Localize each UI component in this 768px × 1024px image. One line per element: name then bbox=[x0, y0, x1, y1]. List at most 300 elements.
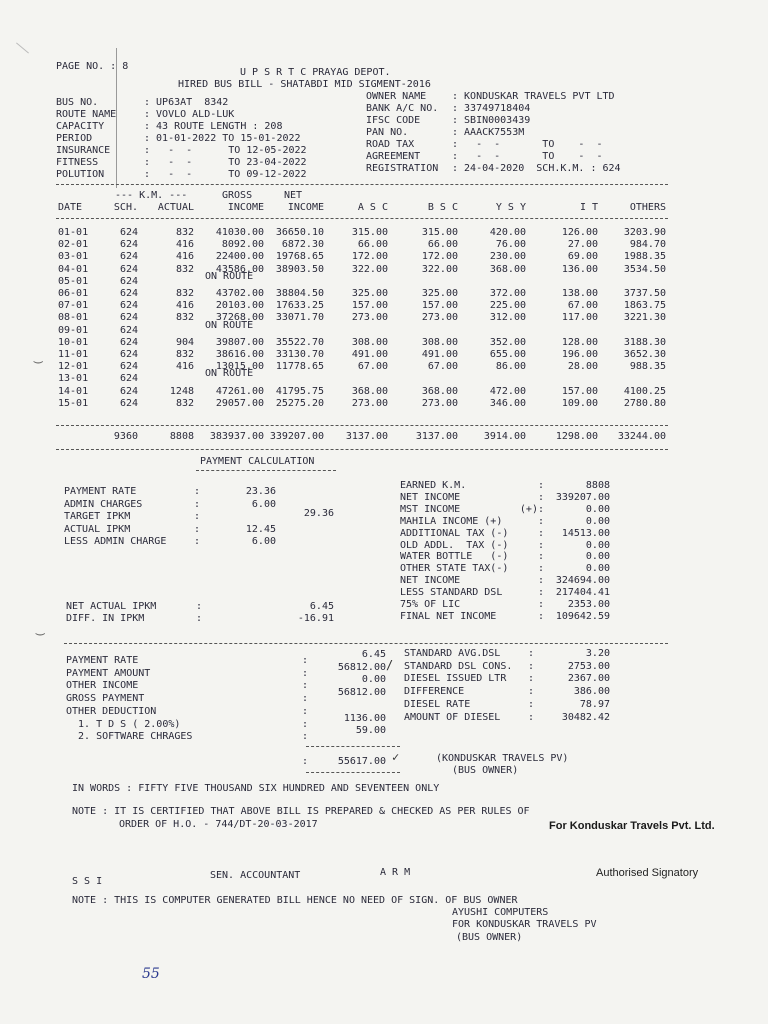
row-actual: 832 bbox=[175, 312, 194, 324]
divider bbox=[56, 425, 668, 426]
row-it: 138.00 bbox=[561, 288, 598, 299]
payment-value: 6.45 bbox=[361, 649, 386, 660]
owner-info-label: IFSC CODE bbox=[366, 115, 421, 126]
row-asc: 273.00 bbox=[351, 397, 388, 409]
bus-info-label: FITNESS bbox=[56, 157, 99, 168]
margin-tick: ‿ bbox=[36, 620, 45, 636]
row-net: 36650.10 bbox=[275, 227, 324, 238]
row-sch: 624 bbox=[119, 385, 138, 397]
column-header: A S C bbox=[357, 202, 388, 213]
sum-line bbox=[306, 772, 400, 773]
diesel-value: 3.20 bbox=[585, 648, 610, 659]
net-ipkm-label: DIFF. IN IPKM bbox=[66, 613, 145, 624]
row-gross: 37268.00 bbox=[215, 312, 264, 324]
row-ysy: 352.00 bbox=[489, 336, 526, 348]
owner-info-value: : 33749718404 bbox=[452, 103, 531, 114]
diesel-colon: : bbox=[528, 673, 535, 685]
bus-info-value: : - - TO 12-05-2022 bbox=[144, 145, 307, 156]
diesel-colon: : bbox=[528, 711, 535, 723]
title-underline bbox=[196, 470, 336, 471]
page-number: PAGE NO. : 8 bbox=[56, 61, 129, 72]
row-asc: 66.00 bbox=[357, 239, 388, 251]
row-date: 12-01 bbox=[58, 361, 89, 373]
row-net: 33071.70 bbox=[275, 312, 324, 324]
earned-label: NET INCOME bbox=[400, 575, 461, 587]
row-date: 14-01 bbox=[58, 385, 89, 397]
company-stamp: For Konduskar Travels Pvt. Ltd. bbox=[549, 820, 715, 832]
row-others: 988.35 bbox=[629, 361, 666, 373]
earned-label: MAHILA INCOME (+) bbox=[400, 515, 503, 527]
km-header: --- K.M. --- bbox=[115, 190, 188, 201]
row-actual: 832 bbox=[175, 288, 194, 299]
earned-value: 8808 bbox=[585, 480, 610, 491]
row-bsc: 322.00 bbox=[421, 263, 458, 275]
tick-mark: / bbox=[386, 658, 394, 672]
earned-sign: : bbox=[537, 539, 544, 551]
row-gross: 43702.00 bbox=[215, 288, 264, 299]
rate-label: PAYMENT RATE bbox=[64, 486, 137, 497]
earned-label: OLD ADDL. TAX (-) bbox=[400, 539, 509, 551]
row-others: 3737.50 bbox=[623, 288, 666, 299]
row-note: ON ROUTE bbox=[205, 319, 254, 331]
owner-info-label: AGREEMENT bbox=[366, 151, 421, 162]
diesel-label: DIESEL ISSUED LTR bbox=[404, 673, 507, 685]
net-ipkm-colon: : bbox=[196, 601, 203, 612]
bus-info-label: CAPACITY bbox=[56, 121, 105, 132]
column-header: B S C bbox=[427, 202, 458, 213]
payment-calc-title: PAYMENT CALCULATION bbox=[200, 456, 315, 467]
row-actual: 832 bbox=[175, 349, 194, 360]
row-others: 4100.25 bbox=[623, 385, 666, 397]
row-gross: 38616.00 bbox=[215, 349, 264, 360]
rate-value: 6.00 bbox=[251, 536, 276, 547]
total-bsc: 3137.00 bbox=[415, 431, 458, 442]
earned-value: 2353.00 bbox=[567, 599, 610, 610]
divider bbox=[56, 184, 668, 185]
row-date: 02-01 bbox=[58, 239, 89, 251]
payment-label: OTHER DEDUCTION bbox=[66, 705, 157, 717]
row-asc: 325.00 bbox=[351, 288, 388, 299]
row-actual: 832 bbox=[175, 397, 194, 409]
diesel-label: STANDARD DSL CONS. bbox=[404, 660, 513, 672]
earned-label: 75% OF LIC bbox=[400, 599, 461, 610]
column-header: INCOME bbox=[287, 202, 324, 213]
row-asc: 315.00 bbox=[351, 227, 388, 238]
column-header: I T bbox=[579, 202, 598, 213]
column-header: OTHERS bbox=[629, 202, 666, 213]
owner-info-label: PAN NO. bbox=[366, 127, 409, 138]
payment-label: OTHER INCOME bbox=[66, 680, 139, 692]
earned-sign: (+): bbox=[519, 503, 544, 515]
row-others: 3534.50 bbox=[623, 263, 666, 275]
payment-label: PAYMENT AMOUNT bbox=[66, 667, 151, 679]
row-bsc: 315.00 bbox=[421, 227, 458, 238]
sen-accountant-signatory: SEN. ACCOUNTANT bbox=[210, 870, 301, 881]
column-header: SCH. bbox=[113, 202, 138, 213]
row-actual: 416 bbox=[175, 239, 194, 251]
row-sch: 624 bbox=[119, 373, 138, 385]
divider bbox=[56, 218, 668, 219]
row-asc: 157.00 bbox=[351, 300, 388, 312]
rate-colon: : bbox=[194, 536, 201, 547]
row-others: 3188.30 bbox=[623, 336, 666, 348]
total-asc: 3137.00 bbox=[345, 431, 388, 442]
diesel-colon: : bbox=[528, 648, 535, 659]
row-ysy: 372.00 bbox=[489, 288, 526, 299]
earned-label: EARNED K.M. bbox=[400, 480, 467, 491]
row-note: ON ROUTE bbox=[205, 368, 254, 380]
row-date: 11-01 bbox=[58, 349, 89, 360]
sum-line bbox=[306, 746, 400, 747]
row-actual: 832 bbox=[175, 263, 194, 275]
row-actual: 416 bbox=[175, 251, 194, 263]
payment-label: PAYMENT RATE bbox=[66, 655, 139, 666]
total-gross: 383937.00 bbox=[209, 431, 264, 442]
row-sch: 624 bbox=[119, 251, 138, 263]
bus-info-value: : - - TO 23-04-2022 bbox=[144, 157, 307, 168]
diesel-colon: : bbox=[528, 686, 535, 698]
payment-value: 56812.00 bbox=[337, 661, 386, 673]
column-header: ACTUAL bbox=[157, 202, 194, 213]
row-asc: 172.00 bbox=[351, 251, 388, 263]
diesel-value: 2753.00 bbox=[567, 660, 610, 672]
column-header: Y S Y bbox=[495, 202, 526, 213]
row-note: ON ROUTE bbox=[205, 270, 254, 282]
row-bsc: 66.00 bbox=[427, 239, 458, 251]
row-ysy: 420.00 bbox=[489, 227, 526, 238]
row-sch: 624 bbox=[119, 288, 138, 299]
owner-info-value: : KONDUSKAR TRAVELS PVT LTD bbox=[452, 91, 615, 102]
diesel-label: DIFFERENCE bbox=[404, 686, 465, 698]
row-others: 984.70 bbox=[629, 239, 666, 251]
row-net: 38804.50 bbox=[275, 288, 324, 299]
diesel-colon: : bbox=[528, 660, 535, 672]
row-bsc: 172.00 bbox=[421, 251, 458, 263]
row-sch: 624 bbox=[119, 239, 138, 251]
row-it: 27.00 bbox=[567, 239, 598, 251]
row-bsc: 325.00 bbox=[421, 288, 458, 299]
row-others: 2780.80 bbox=[623, 397, 666, 409]
earned-label: MST INCOME bbox=[400, 503, 461, 515]
tick-mark: ✓ bbox=[392, 750, 400, 764]
certification-note: NOTE : IT IS CERTIFIED THAT ABOVE BILL IS PREPARED & CHECKED AS PER RULES OF bbox=[72, 806, 530, 817]
row-gross: 29057.00 bbox=[215, 397, 264, 409]
owner-info-label: ROAD TAX bbox=[366, 139, 415, 150]
payment-colon: : bbox=[302, 693, 309, 705]
owner-info-value: : - - TO - - bbox=[452, 151, 603, 162]
earned-sign: : bbox=[537, 515, 544, 527]
arm-signatory: A R M bbox=[380, 867, 411, 878]
row-date: 13-01 bbox=[58, 373, 89, 385]
row-bsc: 273.00 bbox=[421, 312, 458, 324]
row-asc: 368.00 bbox=[351, 385, 388, 397]
certification-note-order: ORDER OF H.O. - 744/DT-20-03-2017 bbox=[119, 819, 318, 830]
rate-colon: : bbox=[194, 523, 201, 535]
footer-line-1: AYUSHI COMPUTERS bbox=[452, 907, 549, 918]
row-gross: 39807.00 bbox=[215, 336, 264, 348]
row-others: 3221.30 bbox=[623, 312, 666, 324]
row-gross: 41030.00 bbox=[215, 227, 264, 238]
diesel-value: 2367.00 bbox=[567, 673, 610, 685]
payment-label: 1. T D S ( 2.00%) bbox=[66, 718, 181, 730]
total-sch: 9360 bbox=[113, 431, 138, 442]
total-others: 33244.00 bbox=[617, 431, 666, 442]
bus-owner-name: (KONDUSKAR TRAVELS PV) bbox=[436, 753, 569, 764]
row-net: 11778.65 bbox=[275, 361, 324, 373]
row-actual: 904 bbox=[175, 336, 194, 348]
owner-info-label: REGISTRATION bbox=[366, 163, 439, 174]
diesel-value: 386.00 bbox=[573, 686, 610, 698]
net-ipkm-value: 6.45 bbox=[309, 601, 334, 612]
bus-owner-label: (BUS OWNER) bbox=[452, 765, 519, 776]
row-date: 04-01 bbox=[58, 263, 89, 275]
row-gross: 13015.00 bbox=[215, 361, 264, 373]
column-header: DATE bbox=[58, 202, 83, 213]
row-gross: 8092.00 bbox=[221, 239, 264, 251]
row-ysy: 346.00 bbox=[489, 397, 526, 409]
pencil-stroke bbox=[16, 42, 29, 53]
row-net: 35522.70 bbox=[275, 336, 324, 348]
divider bbox=[56, 449, 668, 450]
earned-value: 324694.00 bbox=[555, 575, 610, 587]
bus-info-value: : 01-01-2022 TO 15-01-2022 bbox=[144, 133, 301, 144]
diesel-label: DIESEL RATE bbox=[404, 698, 471, 710]
bus-info-value: : 43 ROUTE LENGTH : 208 bbox=[144, 121, 283, 132]
payment-colon: : bbox=[302, 731, 309, 743]
row-asc: 308.00 bbox=[351, 336, 388, 348]
divider bbox=[64, 643, 668, 644]
net-payment-colon: : bbox=[302, 756, 309, 767]
diesel-value: 30482.42 bbox=[561, 711, 610, 723]
bill-title: HIRED BUS BILL - SHATABDI MID SIGMENT-2016 bbox=[178, 79, 431, 90]
row-it: 109.00 bbox=[561, 397, 598, 409]
earned-sign: : bbox=[537, 551, 544, 563]
row-bsc: 273.00 bbox=[421, 397, 458, 409]
payment-colon: : bbox=[302, 705, 309, 717]
net-ipkm-value: -16.91 bbox=[297, 613, 334, 624]
payment-value: 56812.00 bbox=[337, 687, 386, 699]
row-asc: 322.00 bbox=[351, 263, 388, 275]
earned-label: ADDITIONAL TAX (-) bbox=[400, 527, 509, 539]
diesel-value: 78.97 bbox=[579, 698, 610, 710]
row-bsc: 308.00 bbox=[421, 336, 458, 348]
earned-value: 0.00 bbox=[585, 551, 610, 563]
row-bsc: 67.00 bbox=[427, 361, 458, 373]
target-ipkm-value: 29.36 bbox=[303, 508, 334, 519]
row-net: 25275.20 bbox=[275, 397, 324, 409]
bus-info-label: BUS NO. bbox=[56, 97, 99, 108]
row-ysy: 312.00 bbox=[489, 312, 526, 324]
row-bsc: 157.00 bbox=[421, 300, 458, 312]
row-sch: 624 bbox=[119, 349, 138, 360]
row-sch: 624 bbox=[119, 324, 138, 336]
rate-value: 23.36 bbox=[245, 486, 276, 497]
row-date: 07-01 bbox=[58, 300, 89, 312]
net-ipkm-label: NET ACTUAL IPKM bbox=[66, 601, 157, 612]
earned-sign: : bbox=[537, 491, 544, 503]
earned-label: FINAL NET INCOME bbox=[400, 610, 497, 622]
computer-generated-note: NOTE : THIS IS COMPUTER GENERATED BILL HENCE NO NEED OF SIGN. OF BUS OWNER bbox=[72, 895, 518, 906]
diesel-label: STANDARD AVG.DSL bbox=[404, 648, 501, 659]
row-sch: 624 bbox=[119, 263, 138, 275]
earned-value: 339207.00 bbox=[555, 491, 610, 503]
row-date: 10-01 bbox=[58, 336, 89, 348]
rate-label: ADMIN CHARGES bbox=[64, 498, 143, 510]
row-others: 1988.35 bbox=[623, 251, 666, 263]
row-it: 126.00 bbox=[561, 227, 598, 238]
row-sch: 624 bbox=[119, 361, 138, 373]
earned-sign: : bbox=[537, 527, 544, 539]
payment-label: 2. SOFTWARE CHRAGES bbox=[66, 731, 193, 743]
bus-info-value: : UP63AT 8342 bbox=[144, 97, 229, 108]
row-net: 33130.70 bbox=[275, 349, 324, 360]
row-ysy: 86.00 bbox=[495, 361, 526, 373]
row-it: 128.00 bbox=[561, 336, 598, 348]
owner-info-value: : - - TO - - bbox=[452, 139, 603, 150]
bus-info-label: POLUTION bbox=[56, 169, 105, 180]
amount-in-words: IN WORDS : FIFTY FIVE THOUSAND SIX HUNDRED AND SEVENTEEN ONLY bbox=[72, 783, 440, 794]
column-header: INCOME bbox=[227, 202, 264, 213]
bus-info-label: ROUTE NAME bbox=[56, 109, 117, 120]
earned-sign: : bbox=[537, 575, 544, 587]
row-actual: 416 bbox=[175, 300, 194, 312]
earned-sign: : bbox=[537, 587, 544, 599]
row-gross: 43586.00 bbox=[215, 263, 264, 275]
row-it: 196.00 bbox=[561, 349, 598, 360]
row-it: 69.00 bbox=[567, 251, 598, 263]
bus-info-label: INSURANCE bbox=[56, 145, 111, 156]
earned-value: 217404.41 bbox=[555, 587, 610, 599]
owner-info-value: : AAACK7553M bbox=[452, 127, 525, 138]
row-it: 157.00 bbox=[561, 385, 598, 397]
row-it: 28.00 bbox=[567, 361, 598, 373]
row-it: 117.00 bbox=[561, 312, 598, 324]
row-ysy: 76.00 bbox=[495, 239, 526, 251]
earned-label: WATER BOTTLE (-) bbox=[400, 551, 509, 563]
row-date: 09-01 bbox=[58, 324, 89, 336]
earned-sign: : bbox=[537, 610, 544, 622]
row-gross: 20103.00 bbox=[215, 300, 264, 312]
row-ysy: 368.00 bbox=[489, 263, 526, 275]
row-sch: 624 bbox=[119, 336, 138, 348]
row-date: 08-01 bbox=[58, 312, 89, 324]
earned-value: 0.00 bbox=[585, 515, 610, 527]
payment-label: GROSS PAYMENT bbox=[66, 693, 145, 705]
row-net: 41795.75 bbox=[275, 385, 324, 397]
row-date: 06-01 bbox=[58, 288, 89, 299]
earned-label: OTHER STATE TAX(-) bbox=[400, 563, 509, 575]
rate-value: 6.00 bbox=[251, 498, 276, 510]
rate-colon: : bbox=[194, 511, 201, 522]
payment-colon: : bbox=[302, 718, 309, 730]
row-ysy: 472.00 bbox=[489, 385, 526, 397]
payment-value: 1136.00 bbox=[343, 712, 386, 724]
footer-line-2: FOR KONDUSKAR TRAVELS PV bbox=[452, 919, 597, 930]
payment-colon: : bbox=[302, 680, 309, 692]
row-sch: 624 bbox=[119, 312, 138, 324]
row-ysy: 225.00 bbox=[489, 300, 526, 312]
total-actual: 8808 bbox=[169, 431, 194, 442]
rate-colon: : bbox=[194, 486, 201, 497]
row-bsc: 491.00 bbox=[421, 349, 458, 360]
bus-info-value: : VOVLO ALD-LUK bbox=[144, 109, 235, 120]
rate-label: LESS ADMIN CHARGE bbox=[64, 536, 167, 547]
row-actual: 832 bbox=[175, 227, 194, 238]
row-date: 03-01 bbox=[58, 251, 89, 263]
diesel-label: AMOUNT OF DIESEL bbox=[404, 711, 501, 723]
owner-info-value: : SBIN0003439 bbox=[452, 115, 531, 126]
row-actual: 1248 bbox=[169, 385, 194, 397]
earned-label: LESS STANDARD DSL bbox=[400, 587, 503, 599]
row-date: 01-01 bbox=[58, 227, 89, 238]
row-others: 3203.90 bbox=[623, 227, 666, 238]
row-sch: 624 bbox=[119, 227, 138, 238]
row-sch: 624 bbox=[119, 300, 138, 312]
row-date: 15-01 bbox=[58, 397, 89, 409]
handwritten-number: 55 bbox=[142, 966, 160, 982]
rate-label: TARGET IPKM bbox=[64, 511, 131, 522]
row-net: 6872.30 bbox=[281, 239, 324, 251]
earned-label: NET INCOME bbox=[400, 491, 461, 503]
margin-tick: ‿ bbox=[34, 348, 43, 364]
row-bsc: 368.00 bbox=[421, 385, 458, 397]
earned-value: 0.00 bbox=[585, 563, 610, 575]
payment-value: 0.00 bbox=[361, 674, 386, 686]
row-ysy: 655.00 bbox=[489, 349, 526, 360]
row-net: 38903.50 bbox=[275, 263, 324, 275]
rate-value: 12.45 bbox=[245, 523, 276, 535]
row-date: 05-01 bbox=[58, 275, 89, 287]
net-header-top: NET bbox=[284, 190, 303, 201]
earned-value: 109642.59 bbox=[555, 610, 610, 622]
payment-colon: : bbox=[302, 655, 309, 666]
rate-colon: : bbox=[194, 498, 201, 510]
owner-info-label: BANK A/C NO. bbox=[366, 103, 439, 114]
earned-value: 14513.00 bbox=[561, 527, 610, 539]
earned-value: 0.00 bbox=[585, 503, 610, 515]
row-asc: 67.00 bbox=[357, 361, 388, 373]
payment-colon: : bbox=[302, 667, 309, 679]
row-net: 19768.65 bbox=[275, 251, 324, 263]
footer-line-3: (BUS OWNER) bbox=[456, 932, 523, 943]
row-it: 67.00 bbox=[567, 300, 598, 312]
owner-info-label: OWNER NAME bbox=[366, 91, 427, 102]
row-sch: 624 bbox=[119, 397, 138, 409]
owner-info-value: : 24-04-2020 SCH.K.M. : 624 bbox=[452, 163, 621, 174]
total-net: 339207.00 bbox=[269, 431, 324, 442]
row-ysy: 230.00 bbox=[489, 251, 526, 263]
row-asc: 273.00 bbox=[351, 312, 388, 324]
row-others: 3652.30 bbox=[623, 349, 666, 360]
authorised-signatory-stamp: Authorised Signatory bbox=[596, 867, 699, 879]
total-ysy: 3914.00 bbox=[483, 431, 526, 442]
row-others: 1863.75 bbox=[623, 300, 666, 312]
total-it: 1298.00 bbox=[555, 431, 598, 442]
earned-sign: : bbox=[537, 563, 544, 575]
bus-info-label: PERIOD bbox=[56, 133, 93, 144]
row-actual: 416 bbox=[175, 361, 194, 373]
earned-sign: : bbox=[537, 480, 544, 491]
earned-sign: : bbox=[537, 599, 544, 610]
net-ipkm-colon: : bbox=[196, 613, 203, 624]
payment-value: 59.00 bbox=[355, 725, 386, 737]
row-asc: 491.00 bbox=[351, 349, 388, 360]
rate-label: ACTUAL IPKM bbox=[64, 523, 131, 535]
row-sch: 624 bbox=[119, 275, 138, 287]
row-gross: 47261.00 bbox=[215, 385, 264, 397]
gross-header-top: GROSS bbox=[222, 190, 253, 201]
net-payment-value: 55617.00 bbox=[337, 756, 386, 767]
